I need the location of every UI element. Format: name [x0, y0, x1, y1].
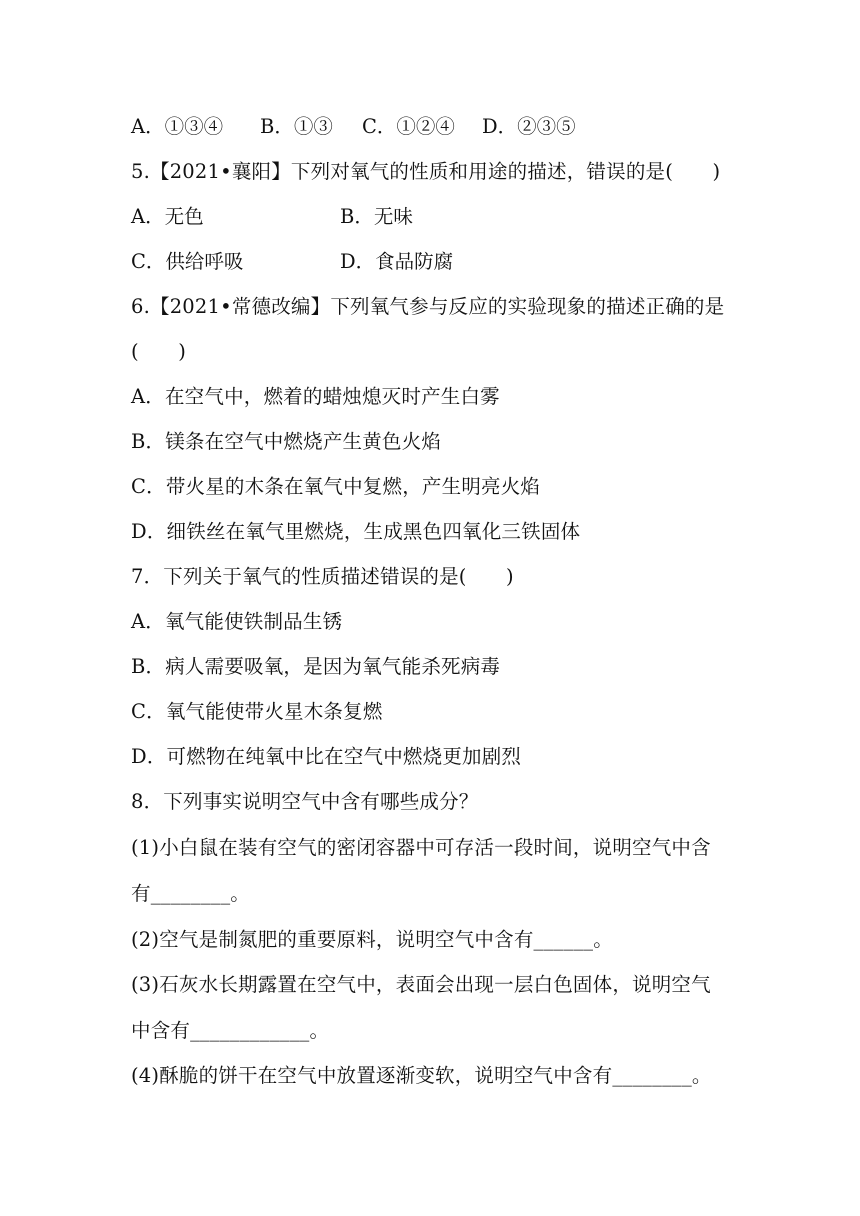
q5-stem: 5.【2021•襄阳】下列对氧气的性质和用途的描述，错误的是( ) — [131, 160, 721, 183]
q6-stem-line1: 6.【2021•常德改编】下列氧气参与反应的实验现象的描述正确的是 — [131, 295, 725, 318]
q4-option-d: D．②③⑤ — [482, 115, 576, 138]
q5-option-c: C．供给呼吸 — [131, 250, 244, 273]
q8-part1-line2: 有________。 — [131, 882, 250, 905]
q7-option-a: A．氧气能使铁制品生锈 — [131, 610, 343, 633]
q7-stem: 7．下列关于氧气的性质描述错误的是( ) — [131, 565, 514, 588]
q6-option-a: A．在空气中，燃着的蜡烛熄灭时产生白雾 — [131, 385, 500, 408]
q7-option-d: D．可燃物在纯氧中比在空气中燃烧更加剧烈 — [131, 745, 522, 768]
q5-option-a: A．无色 — [131, 205, 204, 228]
q4-option-a: A．①③④ — [131, 115, 224, 138]
q4-option-b: B．①③ — [260, 115, 333, 138]
q5-option-b: B．无味 — [340, 205, 413, 228]
q8-part3-line2: 中含有____________。 — [131, 1019, 330, 1042]
q6-stem-line2: ( ) — [131, 340, 187, 363]
q6-option-c: C．带火星的木条在氧气中复燃，产生明亮火焰 — [131, 475, 541, 498]
q8-part1-line1: (1)小白鼠在装有空气的密闭容器中可存活一段时间，说明空气中含 — [131, 836, 711, 859]
q7-option-b: B．病人需要吸氧，是因为氧气能杀死病毒 — [131, 655, 501, 678]
q8-part4: (4)酥脆的饼干在空气中放置逐渐变软，说明空气中含有________。 — [131, 1064, 712, 1087]
q6-option-b: B．镁条在空气中燃烧产生黄色火焰 — [131, 430, 442, 453]
q7-option-c: C．氧气能使带火星木条复燃 — [131, 700, 383, 723]
q4-option-c: C．①②④ — [362, 115, 455, 138]
q8-part3-line1: (3)石灰水长期露置在空气中，表面会出现一层白色固体，说明空气 — [131, 973, 711, 996]
q8-part2: (2)空气是制氮肥的重要原料，说明空气中含有______。 — [131, 928, 613, 951]
q8-stem: 8．下列事实说明空气中含有哪些成分？ — [131, 790, 479, 813]
q5-option-d: D．食品防腐 — [340, 250, 454, 273]
q6-option-d: D．细铁丝在氧气里燃烧，生成黑色四氧化三铁固体 — [131, 520, 581, 543]
